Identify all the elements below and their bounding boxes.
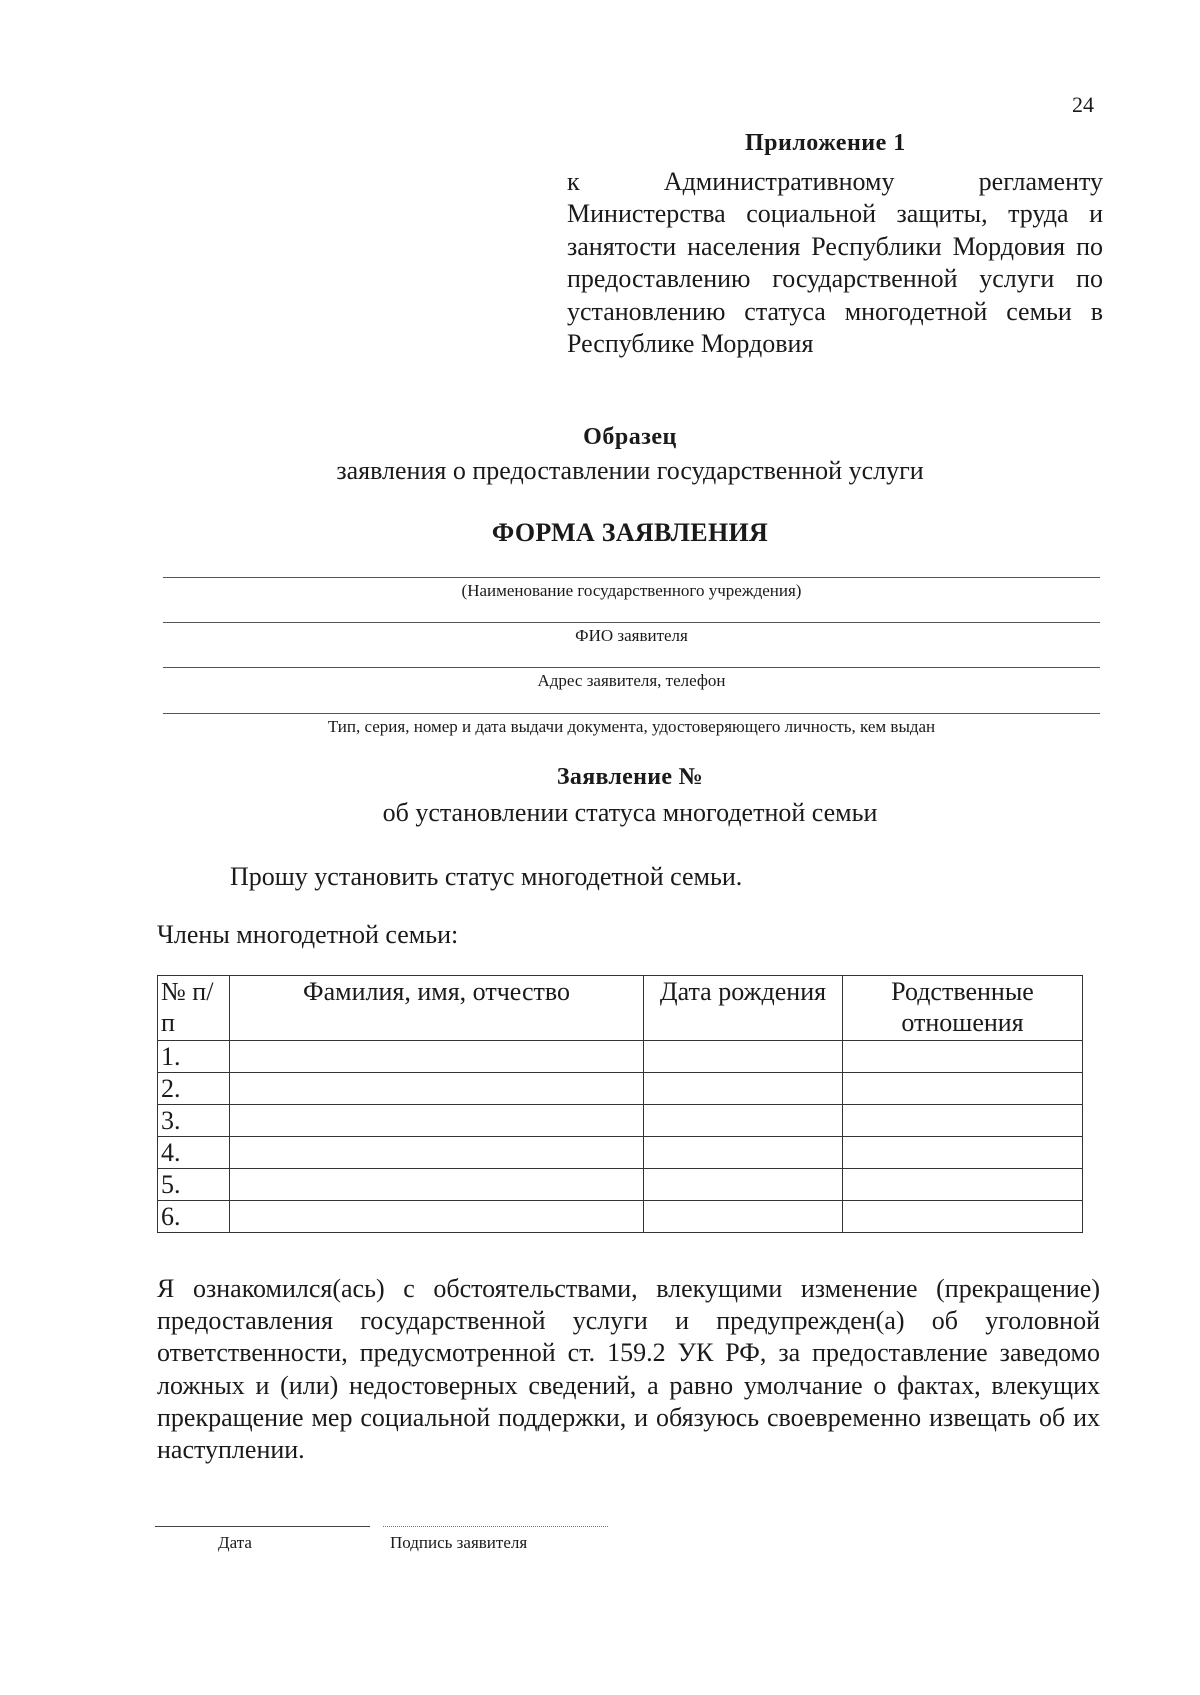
date-signature-line[interactable] [155,1526,370,1527]
applicant-address-field-caption: Адрес заявителя, телефон [537,671,726,690]
row-number-cell: 5. [158,1169,230,1201]
header-number: № п/п [158,976,230,1041]
table-row [158,1041,1083,1073]
row-number-cell: 4. [158,1137,230,1169]
full-name-cell[interactable] [230,1105,644,1137]
appendix-title: Приложение 1 [745,130,906,156]
statement-subtitle: об установлении статуса многодетной семьи [382,798,878,827]
full-name-cell[interactable] [230,1169,644,1201]
relationship-cell[interactable] [843,1137,1083,1169]
table-row [158,1073,1083,1105]
table-row [158,1105,1083,1137]
row-number-cell: 3. [158,1105,230,1137]
table-header-row [158,976,1083,1041]
relationship-cell[interactable] [843,1169,1083,1201]
relationship-cell[interactable] [843,1041,1083,1073]
full-name-cell[interactable] [230,1201,644,1233]
request-text: Прошу установить статус многодетной семьи. [230,862,743,891]
institution-field-line[interactable] [163,577,1100,578]
row-number-cell: 1. [158,1041,230,1073]
members-label: Члены многодетной семьи: [157,920,459,949]
header-relationship: Родственные отношения [843,976,1083,1041]
header-birth-date: Дата рождения [644,976,843,1041]
statement-title: Заявление № [556,764,704,790]
row-number-cell: 6. [158,1201,230,1233]
identity-document-field-caption: Тип, серия, номер и дата выдачи документа, удостоверяющего личность, кем выдан [327,717,936,736]
identity-document-field-line[interactable] [163,713,1100,714]
appendix-body: к Административному регламенту Министерства социальной защиты, труда и занятости населения Республики Мордовия по предоставлению государственной услуги по установлению статуса многодетной семьи в Республике Мордовия [567,167,1103,359]
institution-field-caption: (Наименование государственного учреждения) [461,581,802,600]
birth-date-cell[interactable] [644,1137,843,1169]
sample-subtitle: заявления о предоставлении государственной услуги [336,456,924,485]
birth-date-cell[interactable] [644,1073,843,1105]
table-row [158,1169,1083,1201]
header-full-name: Фамилия, имя, отчество [230,976,644,1041]
table-row [158,1137,1083,1169]
page-number: 24 [1072,92,1094,117]
table-row [158,1201,1083,1233]
date-label: Дата [218,1533,252,1552]
row-number-cell: 2. [158,1073,230,1105]
sample-title: Образец [583,424,677,450]
full-name-cell[interactable] [230,1137,644,1169]
full-name-cell[interactable] [230,1073,644,1105]
full-name-cell[interactable] [230,1041,644,1073]
birth-date-cell[interactable] [644,1169,843,1201]
applicant-name-field-caption: ФИО заявителя [575,626,688,645]
applicant-address-field-line[interactable] [163,667,1100,668]
relationship-cell[interactable] [843,1105,1083,1137]
family-members-table [157,975,1083,1233]
form-title: ФОРМА ЗАЯВЛЕНИЯ [491,518,769,547]
relationship-cell[interactable] [843,1073,1083,1105]
liability-notice: Я ознакомился(ась) с обстоятельствами, влекущими изменение (прекращение) предоставления государственной услуги и предупрежден(а) об уголовной ответственности, предусмотренной ст. 159.2 УК РФ, за предоставление заведомо ложных и (или) недостоверных сведений, а равно умолчание о фактах, влекущих прекращение мер социальной поддержки, и обязуюсь своевременно извещать об их наступлении. [157,1274,1100,1465]
birth-date-cell[interactable] [644,1041,843,1073]
birth-date-cell[interactable] [644,1105,843,1137]
birth-date-cell[interactable] [644,1201,843,1233]
signature-label: Подпись заявителя [390,1533,528,1552]
applicant-signature-line[interactable] [383,1526,608,1527]
applicant-name-field-line[interactable] [163,622,1100,623]
relationship-cell[interactable] [843,1201,1083,1233]
